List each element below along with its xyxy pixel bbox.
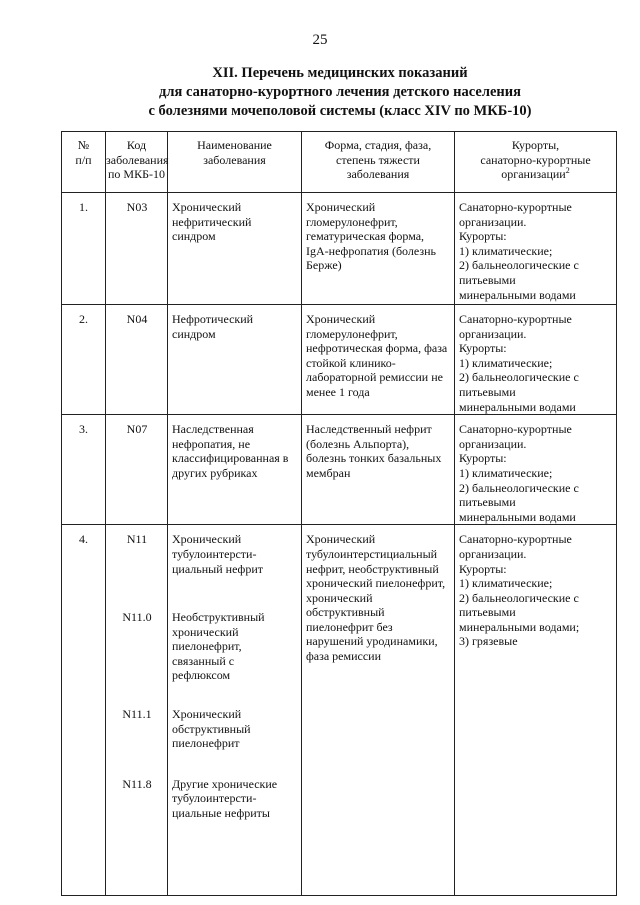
page-number: 25	[312, 32, 328, 48]
resort-line: организации.	[459, 436, 527, 451]
disease-form-line: Хронический	[306, 200, 376, 214]
row-number-cell: 4.	[62, 525, 106, 896]
resort-cell	[455, 525, 617, 896]
indications-table	[61, 131, 617, 896]
disease-name-line: нефритический	[172, 214, 252, 229]
disease-name	[172, 777, 298, 821]
resort-line: 2) бальнеологические с	[459, 370, 579, 385]
resort-line: Санаторно-курортные	[459, 312, 572, 326]
icd-code-cell	[106, 525, 168, 896]
disease-name-line: Другие хронические	[172, 776, 278, 791]
disease-name-cell	[168, 305, 302, 415]
disease-name-line: Хронический	[172, 532, 242, 547]
resort-line: питьевыми	[459, 495, 516, 510]
disease-name-line: Нефротический	[172, 312, 254, 326]
resort-line: 1) климатические;	[459, 465, 553, 480]
disease-name-cell	[168, 525, 302, 896]
header-resort: Курорты, санаторно-курортные организации$^2$	[455, 132, 617, 193]
table-row	[62, 305, 617, 415]
resort-cell	[455, 305, 617, 415]
disease-form-line: Берже)	[306, 258, 342, 273]
document-title	[60, 64, 620, 121]
resort-line: минеральными водами;	[459, 619, 580, 634]
disease-form-cell	[302, 193, 455, 305]
resort-line: организации.	[459, 326, 527, 341]
disease-name	[172, 707, 298, 751]
resort-line: 2) бальнеологические с	[459, 258, 579, 273]
disease-form-line: нефрит, необструктивный	[306, 561, 439, 576]
title-line-2: для санаторно-курортного лечения детского населения	[159, 84, 521, 100]
row-number-cell: 1.	[62, 193, 106, 305]
disease-form-line: хронический	[306, 590, 373, 605]
resort-line: минеральными водами	[459, 509, 576, 524]
resort-line: питьевыми	[459, 272, 516, 287]
disease-form-cell	[302, 525, 455, 896]
icd-code: N11.0	[122, 610, 152, 625]
resort-line: Курорты:	[459, 451, 507, 466]
disease-form-line: менее 1 года	[306, 384, 370, 399]
disease-form-line: тубулоинтерстициальный	[306, 546, 438, 561]
table-row	[62, 193, 617, 305]
icd-code: N11	[126, 532, 148, 547]
resort-line: Курорты:	[459, 561, 507, 576]
disease-name-line: синдром	[172, 229, 216, 244]
disease-form-line: пиелонефрит без	[306, 619, 393, 634]
disease-name-line: тубулоинтерсти-	[172, 546, 257, 561]
disease-form-line: Хронический	[306, 532, 376, 547]
disease-name-line: рефлюксом	[172, 668, 231, 683]
table-header-row	[62, 132, 617, 193]
disease-form-cell	[302, 415, 455, 525]
header-form: Форма, стадия, фаза, степень тяжести заболевания	[302, 132, 455, 193]
resort-line: 1) климатические;	[459, 355, 553, 370]
disease-name-line: пиелонефрит	[172, 736, 240, 751]
icd-code: N11.1	[122, 707, 152, 722]
resort-line: Санаторно-курортные	[459, 532, 572, 547]
disease-form-line: (болезнь Альпорта),	[306, 436, 410, 451]
resort-line: питьевыми	[459, 384, 516, 399]
row-number-cell: 2.	[62, 305, 106, 415]
header-num: № п/п	[62, 132, 106, 193]
disease-form-line: хронический пиелонефрит,	[306, 576, 446, 591]
disease-form-line: нарушений уродинамики,	[306, 634, 438, 649]
row-number-cell: 3.	[62, 415, 106, 525]
header-code: Код заболевания по МКБ-10	[106, 132, 168, 193]
resort-line: Санаторно-курортные	[459, 422, 572, 437]
disease-name-line: хронический	[172, 624, 239, 639]
table-row	[62, 415, 617, 525]
resort-line: организации.	[459, 546, 527, 561]
resort-line: Курорты:	[459, 341, 507, 356]
disease-form-line: мембран	[306, 465, 351, 480]
disease-name-line: циальные нефриты	[172, 806, 270, 821]
disease-name-line: циальный нефрит	[172, 561, 263, 576]
icd-code-cell: N04	[106, 305, 168, 415]
resort-line: минеральными водами	[459, 399, 576, 414]
disease-name-line: Необструктивный	[172, 610, 265, 625]
resort-line: 2) бальнеологические с	[459, 480, 579, 495]
disease-name-line: обструктивный	[172, 721, 251, 736]
header-name: Наименование заболевания	[168, 132, 302, 193]
resort-cell	[455, 415, 617, 525]
title-line-3: с болезнями мочеполовой системы (класс XIV по МКБ-10)	[148, 103, 532, 119]
disease-name-line: других рубриках	[172, 465, 258, 480]
disease-form-line: гломерулонефрит,	[306, 326, 398, 341]
disease-name-line: Хронический	[172, 200, 242, 214]
disease-name-line: нефропатия, не	[172, 436, 251, 451]
footnote-marker: 2	[565, 166, 570, 176]
disease-form-line: обструктивный	[306, 605, 385, 620]
disease-name-line: тубулоинтерсти-	[172, 791, 257, 806]
disease-name	[172, 610, 298, 683]
disease-name-line: пиелонефрит,	[172, 639, 242, 654]
disease-form-line: Хронический	[306, 312, 376, 326]
disease-form-line: гематурическая форма,	[306, 229, 425, 244]
disease-form-line: болезнь тонких базальных	[306, 451, 442, 466]
resort-line: Санаторно-курортные	[459, 200, 572, 214]
disease-name-cell	[168, 193, 302, 305]
resort-line: 2) бальнеологические с	[459, 590, 579, 605]
resort-line: 3) грязевые	[459, 634, 518, 649]
disease-name-line: Хронический	[172, 707, 242, 722]
disease-form-cell	[302, 305, 455, 415]
resort-line: Курорты:	[459, 229, 507, 244]
disease-name-line: связанный с	[172, 653, 235, 668]
resort-line: 1) климатические;	[459, 243, 553, 258]
resort-line: питьевыми	[459, 605, 516, 620]
disease-name-line: Наследственная	[172, 422, 254, 437]
resort-line: организации.	[459, 214, 527, 229]
title-line-1: XII. Перечень медицинских показаний	[212, 65, 468, 81]
disease-name-line: классифицированная в	[172, 451, 289, 466]
icd-code-cell: N07	[106, 415, 168, 525]
resort-line: 1) климатические;	[459, 576, 553, 591]
disease-form-line: стойкой клинико-	[306, 355, 396, 370]
disease-form-line: фаза ремиссии	[306, 649, 382, 664]
table-row	[62, 525, 617, 896]
disease-name-cell	[168, 415, 302, 525]
resort-cell	[455, 193, 617, 305]
disease-name	[172, 532, 298, 576]
disease-form-line: гломерулонефрит,	[306, 214, 398, 229]
disease-form-line: Наследственный нефрит	[306, 422, 432, 437]
disease-name-line: синдром	[172, 326, 216, 341]
icd-code: N11.8	[122, 776, 152, 791]
disease-form-line: IgA-нефропатия (болезнь	[306, 243, 436, 258]
resort-line: минеральными водами	[459, 287, 576, 302]
disease-form-line: лабораторной ремиссии не	[306, 370, 443, 385]
disease-form-line: нефротическая форма, фаза	[306, 341, 448, 356]
icd-code-cell: N03	[106, 193, 168, 305]
